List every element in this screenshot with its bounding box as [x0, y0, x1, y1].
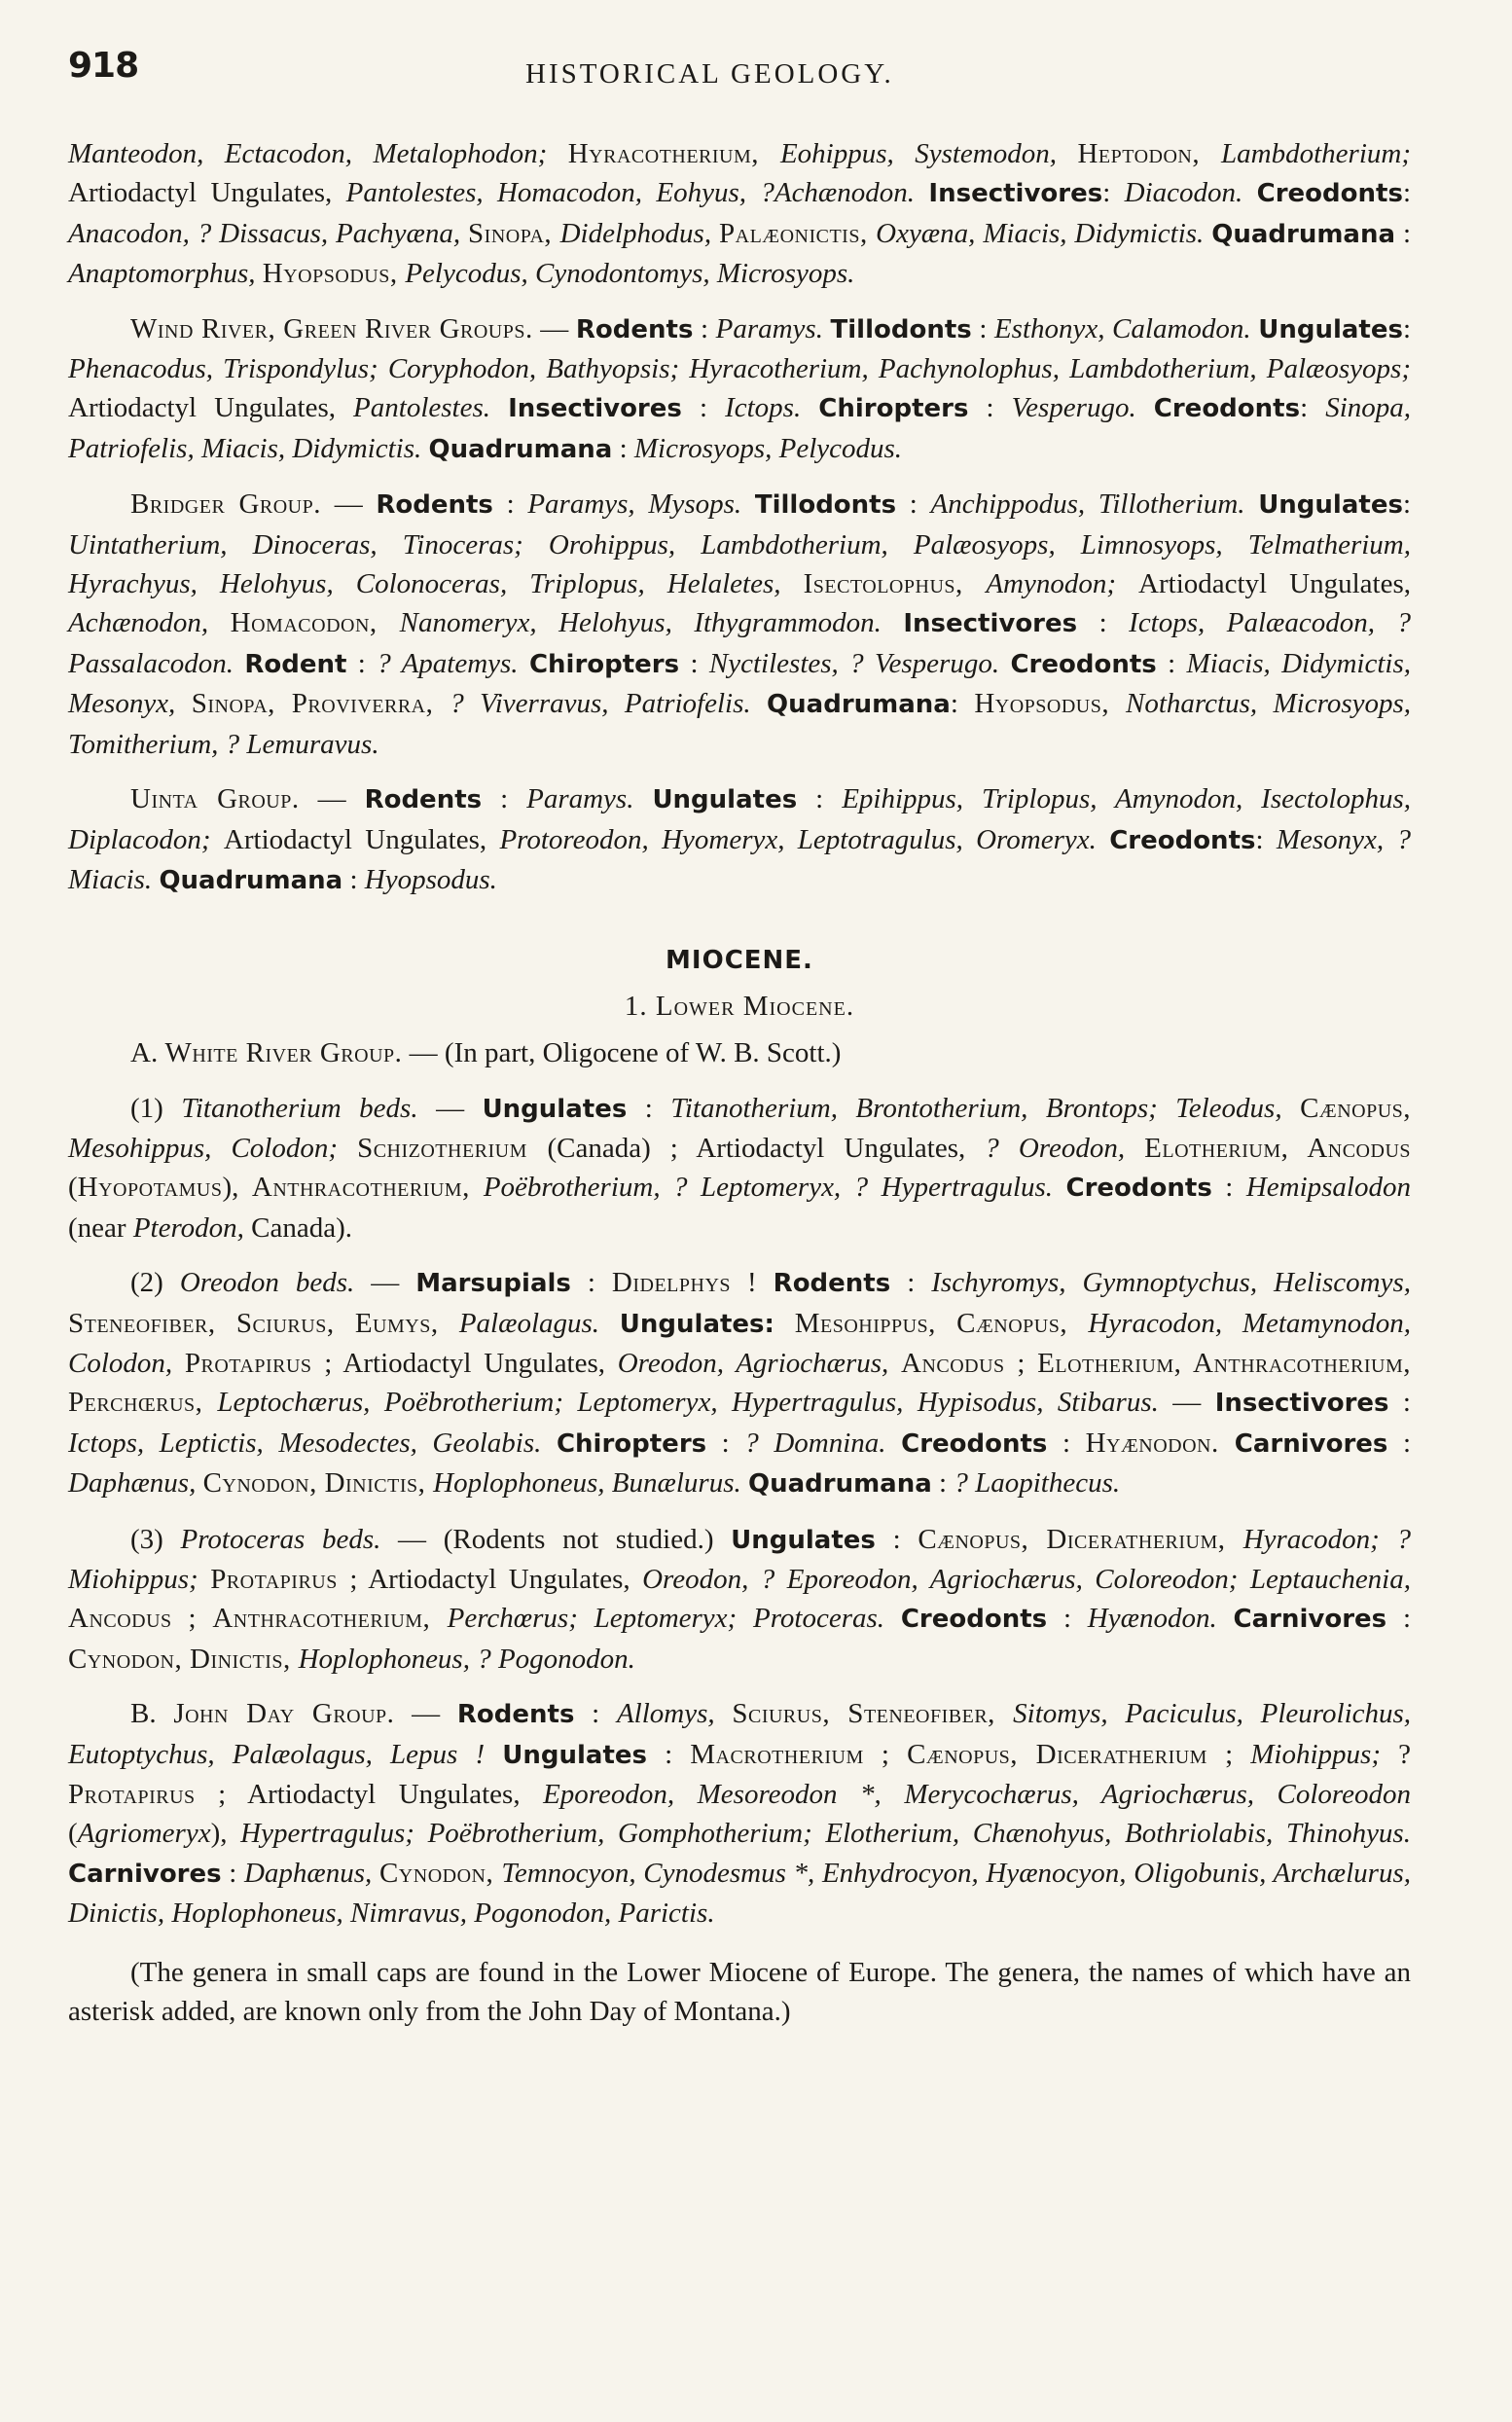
genus-name: Temnocyon, Cynodesmus *, Enhydrocyon, Hyænocyon, Oligobunis, Archælurus, Dinictis, Hoplophoneus, Nimravus, Pogonodon, Parictis.	[68, 1857, 1411, 1930]
genus-name-small-caps: John Day Group.	[173, 1698, 395, 1730]
genus-name: Hyopsodus.	[364, 863, 497, 895]
group-label: Ungulates	[502, 1740, 647, 1770]
text-run: Canada).	[251, 1211, 353, 1244]
text-run: —	[394, 1698, 457, 1730]
paragraph-protoceras	[68, 1520, 1411, 1680]
genus-name-small-caps: Isectolophus,	[803, 568, 987, 600]
genus-name: Anacodon, ? Dissacus, Pachyæna,	[68, 217, 469, 249]
group-label: Insectivores	[1214, 1389, 1389, 1419]
group-label: Quadrumana	[428, 434, 613, 464]
genus-name-small-caps: Macrotherium	[690, 1738, 864, 1770]
running-title: HISTORICAL GEOLOGY.	[525, 58, 894, 90]
text-run: (near	[68, 1211, 133, 1244]
text-run: (2)	[130, 1267, 180, 1299]
text-run: Artiodactyl Ungulates,	[68, 177, 346, 209]
text-run: :	[1300, 392, 1326, 424]
genus-name: Pantolestes, Homacodon, Eohyus, ?Achænodon.	[345, 177, 929, 209]
text-run	[774, 1308, 795, 1339]
group-label: Creodonts	[1065, 1174, 1212, 1204]
genus-name-small-caps: Homacodon,	[230, 607, 400, 639]
genus-name: Ischyromys, Gymnoptychus, Heliscomys,	[931, 1267, 1411, 1299]
group-label: Rodents	[456, 1700, 575, 1730]
text-run: Artiodactyl Ungulates,	[68, 392, 354, 424]
group-label: Insectivores	[903, 609, 1078, 639]
text-run: Artiodactyl Ungulates,	[223, 823, 500, 855]
group-label: Ungulates	[731, 1525, 876, 1555]
genus-name: Perchœrus; Leptomeryx; Protoceras.	[447, 1603, 901, 1635]
section-heading-miocene: MIOCENE.	[666, 946, 813, 976]
text-run: :	[1386, 1603, 1411, 1635]
text-run: —	[321, 488, 377, 521]
text-run: ),	[210, 1818, 241, 1850]
text-run: :	[612, 432, 634, 464]
group-label: Tillodonts	[754, 490, 897, 521]
genus-name: Ictops.	[725, 392, 819, 424]
genus-name: Protoreodon, Hyomeryx, Leptotragulus, Oromeryx.	[499, 823, 1110, 855]
genus-name: Leptochærus, Poëbrotherium; Leptomeryx, Hypertragulus, Hypisodus, Stibarus.	[217, 1387, 1159, 1419]
genus-name-small-caps: Sciurus, Steneofiber,	[732, 1698, 1014, 1730]
text-run: :	[706, 1427, 745, 1459]
group-label: Marsupials	[415, 1269, 571, 1299]
group-label: Ungulates	[482, 1094, 628, 1124]
genus-name: Miohippus;	[1250, 1738, 1399, 1770]
genus-name: Microsyops, Pelycodus.	[633, 432, 903, 464]
text-run: ; Artiodactyl Ungulates,	[311, 1347, 618, 1379]
genus-name-small-caps: Cynodon, Dinictis,	[202, 1467, 434, 1500]
text-run: :	[679, 647, 709, 679]
text-run: :	[1047, 1427, 1086, 1459]
text-run: :	[346, 647, 378, 679]
paragraph-white-river	[68, 1033, 1411, 1072]
group-label: Carnivores	[1234, 1428, 1388, 1459]
text-run: :	[1156, 647, 1187, 679]
paragraph-wind-river	[68, 309, 1411, 470]
genus-name-small-caps: Cænopus,	[1300, 1092, 1412, 1124]
text-run: :	[797, 783, 843, 815]
text-run: :	[1387, 1427, 1412, 1459]
genus-name: Eohippus, Systemodon,	[779, 138, 1078, 169]
genus-name: ? Viverravus, Patriofelis.	[450, 688, 768, 720]
text-run: — (Rodents not studied.)	[380, 1523, 732, 1555]
genus-name-small-caps: Steneofiber, Sciurus, Eumys,	[68, 1307, 459, 1339]
genus-name: Anchippodus, Tillotherium.	[930, 488, 1259, 521]
footnote: (The genera in small caps are found in the Lower Miocene of Europe. The genera, the names of which have an asterisk added, are known only from the John Day of Montana.)	[68, 1956, 1411, 2028]
genus-name-small-caps: Elotherium, Ancodus	[1144, 1132, 1412, 1164]
genus-name: Hoplophoneus, ? Pogonodon.	[298, 1643, 635, 1675]
text-run: :	[681, 392, 726, 424]
genus-name: Oreodon, Agriochærus,	[617, 1347, 901, 1379]
text-run: —	[417, 1092, 483, 1124]
genus-name: Anaptomorphus,	[68, 258, 263, 290]
text-run: ;	[1004, 1347, 1038, 1379]
genus-name-small-caps: Cænopus, Diceratherium	[907, 1738, 1207, 1770]
genus-name: ? Laopithecus.	[954, 1467, 1121, 1500]
text-run: ; Artiodactyl Ungulates,	[195, 1779, 544, 1811]
genus-name: Vesperugo.	[1011, 392, 1154, 424]
genus-name-small-caps: Didelphys	[611, 1267, 732, 1299]
genus-name: Lambdotherium;	[1221, 138, 1411, 169]
genus-name-small-caps: Hyopsodus,	[262, 258, 406, 290]
page-number: 918	[68, 46, 139, 86]
genus-name: Notharctus, Microsyops, Tomitherium, ? Lemuravus.	[68, 688, 1412, 760]
group-label: Creodonts	[901, 1428, 1048, 1459]
group-label: Ungulates	[1258, 314, 1403, 344]
genus-name: Nanomeryx, Helohyus, Ithygrammodon.	[399, 607, 904, 639]
text-run: —	[532, 312, 576, 344]
text-run: (3)	[130, 1523, 181, 1555]
genus-name-small-caps: Bridger Group.	[130, 488, 322, 521]
group-label: Chiropters	[818, 394, 969, 424]
text-run: :	[1402, 488, 1411, 521]
group-label: Rodents	[364, 785, 483, 815]
group-label: Creodonts	[1153, 394, 1301, 424]
group-label: Chiropters	[528, 649, 680, 679]
miocene-faunal-lists	[68, 1033, 1411, 1934]
group-label: Rodents	[773, 1269, 891, 1299]
paragraph-john-day	[68, 1694, 1411, 1933]
genus-name: Mesonyx, ? Miacis.	[68, 823, 1411, 895]
text-run: :	[693, 312, 716, 344]
genus-name-small-caps: Elotherium, Anthracotherium, Perchœrus,	[68, 1347, 1411, 1419]
genus-name-small-caps: Ancodus	[68, 1603, 172, 1635]
group-label: Insectivores	[508, 394, 682, 424]
text-run: !	[731, 1267, 774, 1299]
genus-name: Agriomeryx	[77, 1818, 211, 1850]
group-label: Carnivores	[68, 1859, 222, 1889]
text-run: (1)	[130, 1092, 182, 1124]
text-run: ; Artiodactyl Ungulates,	[337, 1564, 643, 1595]
text-run: :	[1395, 217, 1412, 249]
paragraph-wasatch-cont	[68, 134, 1411, 294]
genus-name: Ictops, Leptictis, Mesodectes, Geolabis.	[68, 1427, 557, 1459]
genus-name: Amynodon;	[986, 568, 1139, 600]
genus-name-small-caps: Cænopus, Diceratherium,	[918, 1523, 1243, 1555]
genus-name: Hypertragulus; Poëbrotherium, Gomphotherium; Elotherium, Chænohyus, Bothriolabis, Thinohyus.	[240, 1818, 1411, 1850]
genus-name: Oreodon beds.	[179, 1267, 355, 1299]
group-label: Ungulates	[1258, 490, 1403, 521]
group-label: Quadrumana	[747, 1469, 932, 1500]
genus-name-small-caps: Cynodon, Dinictis,	[68, 1643, 299, 1675]
text-run: (	[68, 1818, 78, 1850]
text-run: :	[1102, 177, 1125, 209]
paragraph-uinta	[68, 779, 1411, 900]
group-label: Creodonts	[1256, 179, 1403, 209]
text-run: ;	[171, 1603, 213, 1635]
genus-name: Pelycodus, Cynodontomys, Microsyops.	[405, 258, 855, 290]
text-run: :	[971, 312, 994, 344]
genus-name-small-caps: White River Group.	[164, 1037, 403, 1069]
genus-name: ? Apatemys.	[377, 647, 529, 679]
page	[68, 47, 1411, 2046]
genus-name-small-caps: Hyopotamus	[77, 1172, 223, 1204]
genus-name: Pantolestes.	[353, 392, 509, 424]
genus-name-small-caps: Anthracotherium,	[251, 1172, 484, 1204]
genus-name: Daphænus,	[68, 1467, 203, 1500]
genus-name: Titanotherium beds.	[181, 1092, 418, 1124]
text-run: :	[950, 688, 975, 720]
genus-name-small-caps: Palæonictis,	[719, 217, 877, 249]
genus-name: Hyænodon.	[1087, 1603, 1234, 1635]
genus-name: ? Domnina.	[744, 1427, 902, 1459]
text-run: :	[647, 1738, 691, 1770]
genus-name-small-caps: Ancodus	[901, 1347, 1005, 1379]
text-run: Artiodactyl Ungulates,	[1138, 568, 1411, 600]
text-run: :	[1402, 312, 1412, 344]
genus-name: Didelphodus,	[559, 217, 719, 249]
genus-name: Eporeodon, Mesoreodon *, Merycochærus, Agriochærus, Coloreodon	[543, 1779, 1411, 1811]
text-run: (Canada) ; Artiodactyl Ungulates,	[547, 1132, 986, 1164]
text-run: (	[68, 1172, 78, 1204]
genus-name-small-caps: Protapirus	[184, 1347, 312, 1379]
genus-name: Palæolagus.	[458, 1307, 620, 1339]
genus-name: Daphænus,	[243, 1857, 379, 1889]
genus-name-small-caps: Hyænodon.	[1085, 1427, 1235, 1459]
genus-name: Miacis, Didymictis, Mesonyx,	[68, 647, 1411, 720]
text-run: ?	[1398, 1738, 1411, 1770]
text-run: —	[299, 783, 365, 815]
text-run: :	[875, 1523, 918, 1555]
text-run: :	[931, 1467, 954, 1500]
paragraph-oreodon	[68, 1263, 1411, 1503]
text-run: :	[896, 488, 931, 521]
group-label: Ungulates	[652, 785, 798, 815]
genus-name-small-caps: Schizotherium	[357, 1132, 548, 1164]
genus-name: Paramys.	[715, 312, 831, 344]
genus-name: Phenacodus, Trispondylus; Coryphodon, Bathyopsis; Hyracotherium, Pachynolophus, Lambdotherium, Palæosyops;	[68, 353, 1411, 385]
text-run: —	[1158, 1387, 1215, 1419]
text-run: :	[1047, 1603, 1088, 1635]
group-label: Creodonts	[1109, 825, 1256, 855]
genus-name: Paramys.	[526, 783, 653, 815]
text-run: ;	[1206, 1738, 1251, 1770]
group-label: Ungulates:	[619, 1309, 774, 1339]
text-run: :	[1255, 823, 1277, 855]
paragraph-titanotherium	[68, 1089, 1411, 1248]
genus-name: Hemipsalodon	[1245, 1172, 1411, 1204]
genus-name: Oxyæna, Miacis, Didymictis.	[876, 217, 1212, 249]
genus-name: Protoceras beds.	[180, 1523, 381, 1555]
text-run: :	[342, 863, 365, 895]
genus-name: Sitomys, Paciculus, Pleurolichus, Eutoptychus, Palæolagus, Lepus !	[68, 1698, 1412, 1770]
genus-name: Epihippus, Triplopus, Amynodon, Isectolophus, Diplacodon;	[68, 783, 1412, 855]
genus-name: Nyctilestes, ? Vesperugo.	[708, 647, 1011, 679]
genus-name-small-caps: Hyracotherium,	[567, 138, 780, 169]
group-label: Rodents	[376, 490, 493, 521]
text-run: :	[574, 1698, 617, 1730]
genus-name-small-caps: Wind River, Green River Groups.	[130, 312, 533, 344]
text-run: A.	[130, 1037, 165, 1069]
genus-name: Achænodon,	[68, 607, 231, 639]
genus-name: Mesohippus, Colodon;	[68, 1132, 358, 1164]
text-run: :	[1211, 1172, 1246, 1204]
text-run: — (In part, Oligocene of W. B. Scott.)	[402, 1037, 842, 1069]
genus-name-small-caps: Anthracotherium,	[212, 1603, 448, 1635]
genus-name: Uintatherium, Dinoceras, Tinoceras; Orohippus, Lambdotherium, Palæosyops, Limnosyops, Telmatherium, Hyrachyus, Helohyus, Colonoceras, Triplopus, Helaletes,	[68, 528, 1411, 600]
text-run: :	[627, 1092, 671, 1124]
text-run: :	[221, 1857, 244, 1889]
genus-name: Diacodon.	[1124, 177, 1257, 209]
group-label: Insectivores	[928, 179, 1103, 209]
genus-name-small-caps: Heptodon,	[1077, 138, 1222, 169]
text-run: :	[1402, 177, 1411, 209]
genus-name: Esthonyx, Calamodon.	[993, 312, 1259, 344]
page-header	[68, 47, 1411, 97]
genus-name: Allomys,	[616, 1698, 733, 1730]
genus-name-small-caps: Hyopsodus,	[974, 688, 1127, 720]
group-label: Quadrumana	[159, 865, 343, 895]
group-label: Carnivores	[1233, 1605, 1387, 1635]
group-label: Quadrumana	[1211, 219, 1396, 249]
genus-name: Manteodon, Ectacodon, Metalophodon;	[68, 138, 568, 169]
genus-name: Oreodon, ? Eporeodon, Agriochærus, Coloreodon; Leptauchenia,	[642, 1564, 1411, 1595]
text-run: —	[354, 1267, 416, 1299]
group-label: Creodonts	[900, 1605, 1048, 1635]
paragraph-bridger	[68, 485, 1411, 764]
genus-name-small-caps: Cynodon,	[378, 1857, 502, 1889]
group-label: Chiropters	[556, 1428, 707, 1459]
group-label: Creodonts	[1010, 649, 1157, 679]
text-run: :	[1388, 1387, 1411, 1419]
genus-name: Paramys, Mysops.	[527, 488, 755, 521]
subheading-lower-miocene: 1. Lower Miocene.	[624, 990, 855, 1022]
genus-name: Ictops, Palæacodon, ? Passalacodon.	[68, 607, 1411, 679]
eocene-faunal-lists	[68, 134, 1411, 900]
text-run: :	[570, 1267, 612, 1299]
genus-name: ? Oreodon,	[985, 1132, 1145, 1164]
genus-name: Sinopa, Patriofelis, Miacis, Didymictis.	[68, 392, 1412, 464]
genus-name-small-caps: Protapirus	[68, 1779, 196, 1811]
genus-name: Poëbrotherium, ? Leptomeryx, ? Hypertragulus.	[483, 1172, 1066, 1204]
group-label: Rodent	[244, 649, 347, 679]
text-run: :	[968, 392, 1012, 424]
text-run: :	[1077, 607, 1130, 639]
genus-name: Pterodon,	[132, 1211, 252, 1244]
genus-name-small-caps: Sinopa, Proviverra,	[191, 688, 450, 720]
text-run: ),	[222, 1172, 252, 1204]
text-run: ;	[863, 1738, 908, 1770]
genus-name-small-caps: Sinopa,	[468, 217, 560, 249]
group-label: Rodents	[575, 314, 694, 344]
text-run: :	[482, 783, 527, 815]
group-label: Quadrumana	[767, 690, 951, 720]
text-run: :	[890, 1267, 932, 1299]
genus-name: Hyracodon; ? Miohippus;	[68, 1523, 1411, 1595]
genus-name: Hyracodon, Metamynodon, Colodon,	[68, 1307, 1411, 1379]
genus-name-small-caps: Uinta Group.	[130, 783, 300, 815]
genus-name: Hoplophoneus, Bunælurus.	[433, 1467, 748, 1500]
text-run: :	[492, 488, 528, 521]
genus-name-small-caps: Mesohippus, Cænopus,	[794, 1307, 1089, 1339]
text-run: B.	[130, 1698, 174, 1730]
genus-name: Titanotherium, Brontotherium, Brontops; Teleodus,	[670, 1092, 1301, 1124]
genus-name-small-caps: Protapirus	[210, 1564, 338, 1595]
group-label: Tillodonts	[830, 314, 972, 344]
